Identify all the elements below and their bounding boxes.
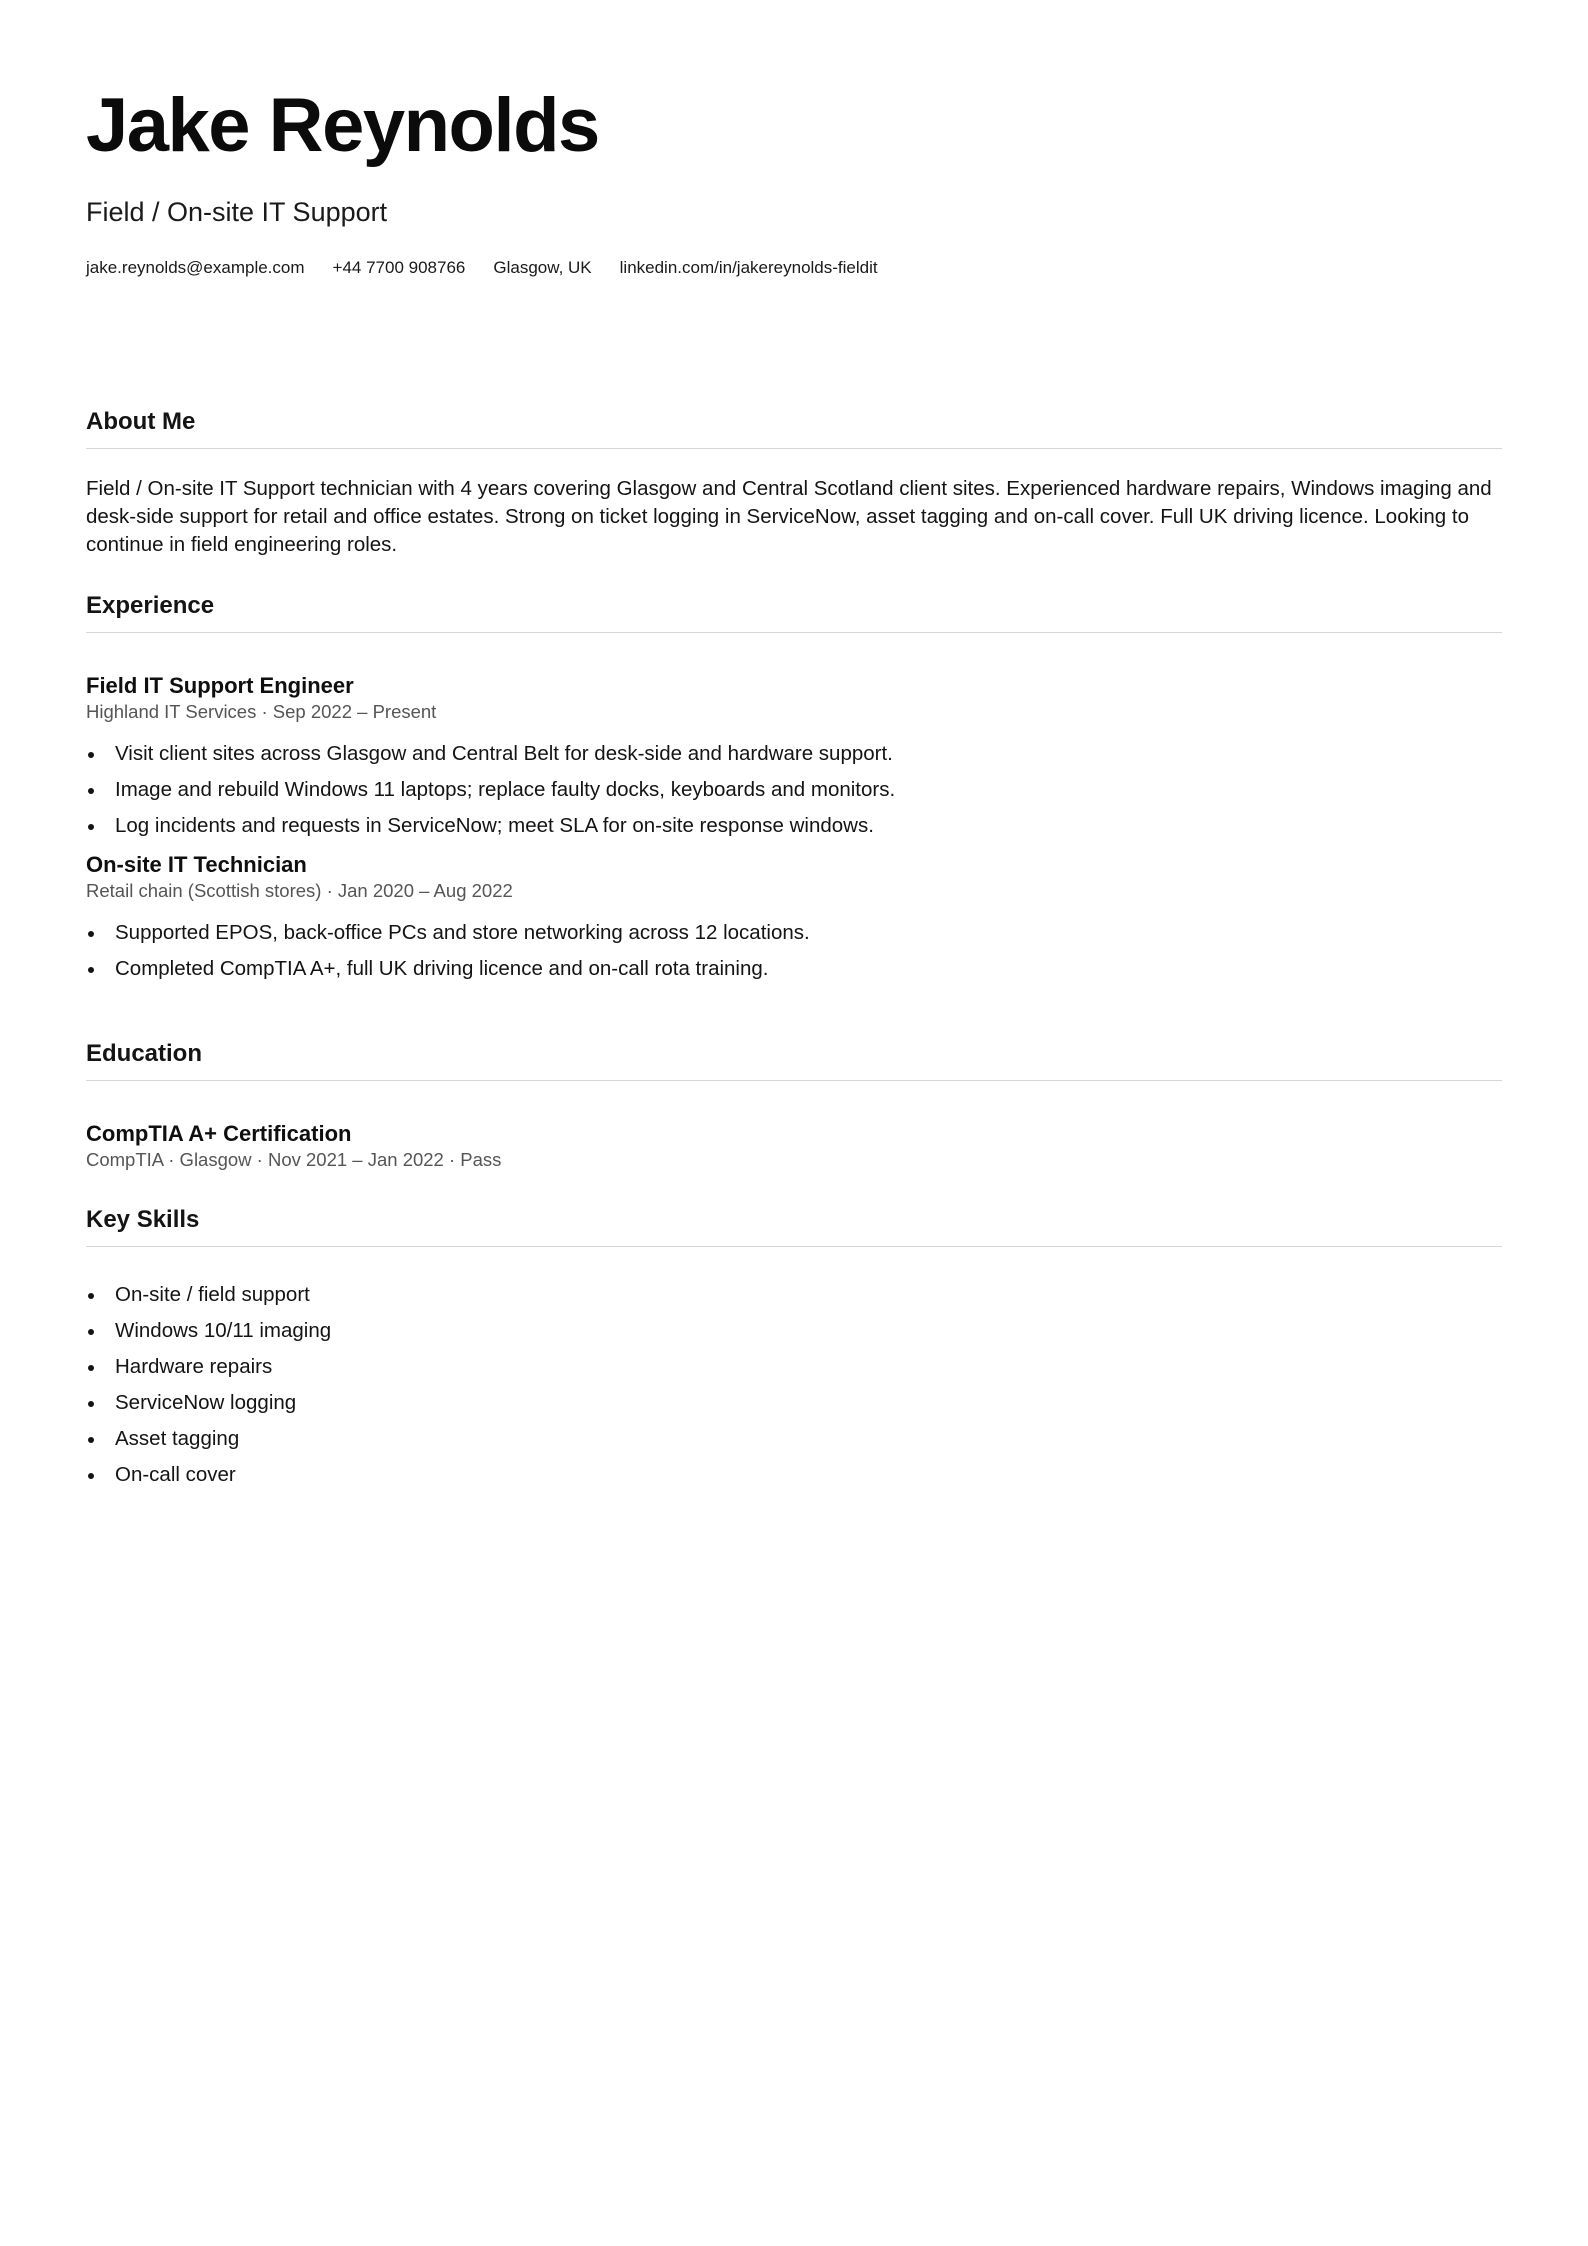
job-title: On-site IT Technician bbox=[86, 852, 307, 877]
education-heading: Education bbox=[86, 1040, 1502, 1081]
skill-item: On-call cover bbox=[86, 1463, 1502, 1487]
candidate-role: Field / On-site IT Support bbox=[86, 197, 388, 227]
education-title: CompTIA A+ Certification bbox=[86, 1121, 352, 1146]
skill-item: Asset tagging bbox=[86, 1427, 1502, 1451]
job-entry bbox=[86, 673, 1502, 838]
education-entry bbox=[86, 1121, 1502, 1172]
contact-row bbox=[86, 258, 878, 278]
skill-item: On-site / field support bbox=[86, 1283, 1502, 1307]
job-bullet: Image and rebuild Windows 11 laptops; replace faulty docks, keyboards and monitors. bbox=[86, 778, 1502, 802]
job-entry bbox=[86, 852, 1502, 981]
job-bullet: Supported EPOS, back-office PCs and store networking across 12 locations. bbox=[86, 921, 1502, 945]
skill-item: Hardware repairs bbox=[86, 1355, 1502, 1379]
job-meta: Retail chain (Scottish stores) · Jan 2020 – Aug 2022 bbox=[86, 880, 513, 901]
contact-phone[interactable]: +44 7700 908766 bbox=[332, 258, 466, 277]
contact-linkedin[interactable]: linkedin.com/in/jakereynolds-fieldit bbox=[619, 258, 878, 277]
job-bullet: Visit client sites across Glasgow and Central Belt for desk-side and hardware support. bbox=[86, 742, 1502, 766]
candidate-name: Jake Reynolds bbox=[86, 83, 599, 168]
job-bullets bbox=[86, 921, 1502, 981]
about-heading: About Me bbox=[86, 408, 1502, 449]
skills-heading: Key Skills bbox=[86, 1206, 1502, 1247]
job-meta: Highland IT Services · Sep 2022 – Present bbox=[86, 701, 437, 722]
about-text: Field / On-site IT Support technician with 4 years covering Glasgow and Central Scotland client sites. Experienced hardware repairs, Windows imaging and desk-side support for retail and office estates. Strong on ticket logging in ServiceNow, asset tagging and on-call cover. Full UK driving licence. Looking to continue in field engineering roles. bbox=[86, 477, 1492, 556]
skills-section bbox=[86, 1206, 1502, 1499]
skill-item: ServiceNow logging bbox=[86, 1391, 1502, 1415]
contact-email[interactable]: jake.reynolds@example.com bbox=[86, 258, 305, 277]
job-bullet: Completed CompTIA A+, full UK driving licence and on-call rota training. bbox=[86, 957, 1502, 981]
education-section bbox=[86, 1040, 1502, 1172]
education-meta: CompTIA · Glasgow · Nov 2021 – Jan 2022 · Pass bbox=[86, 1149, 502, 1170]
job-title: Field IT Support Engineer bbox=[86, 673, 354, 698]
job-bullet: Log incidents and requests in ServiceNow; meet SLA for on-site response windows. bbox=[86, 814, 1502, 838]
experience-section bbox=[86, 592, 1502, 993]
experience-heading: Experience bbox=[86, 592, 1502, 633]
job-bullets bbox=[86, 742, 1502, 838]
contact-location: Glasgow, UK bbox=[493, 258, 592, 277]
skill-item: Windows 10/11 imaging bbox=[86, 1319, 1502, 1343]
skills-list bbox=[86, 1283, 1502, 1487]
about-section bbox=[86, 408, 1502, 559]
